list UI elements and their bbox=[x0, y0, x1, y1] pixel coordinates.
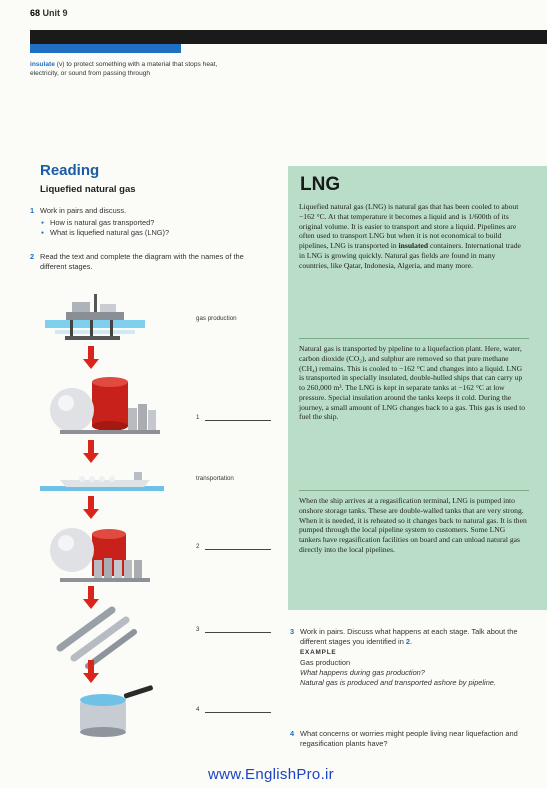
paragraph-divider bbox=[299, 490, 529, 491]
task-2 bbox=[30, 252, 260, 272]
task-number: 4 bbox=[290, 729, 295, 738]
task-3 bbox=[290, 627, 528, 688]
glossary-term: insulate bbox=[30, 61, 55, 68]
down-arrow-icon bbox=[83, 496, 99, 519]
paragraph-divider bbox=[299, 338, 529, 339]
article-title: LNG bbox=[300, 174, 341, 195]
task-text: Work in pairs. Discuss what happens at each stage. Talk about the different stages you identified in 2. bbox=[300, 627, 518, 646]
task-text: What concerns or worries might people living near liquefaction and regasification plants have? bbox=[300, 729, 518, 748]
article-paragraph-1: Liquefied natural gas (LNG) is natural gas that has been cooled to about −162 °C. At that temperature it becomes a liquid and is 1/600th of its original volume. It is easier to transport and store a liquid. Pipelines are often used to transport LNG but when it is not economical to build pipelines, LNG is transported in insulated containers. International trade in LNG is growing quickly. Natural gas fields are found in many countries, like Qatar, Indonesia, Algeria, and many more. bbox=[299, 202, 521, 270]
question-item: ● How is natural gas transported? bbox=[40, 218, 260, 228]
pipeline-icon bbox=[60, 610, 134, 666]
task-1 bbox=[30, 206, 260, 238]
task-number: 2 bbox=[30, 252, 35, 261]
liquefaction-plant-icon bbox=[50, 377, 160, 434]
down-arrow-icon bbox=[83, 440, 99, 463]
lng-tanker-icon bbox=[40, 472, 164, 491]
section-title: Reading bbox=[40, 162, 100, 179]
glossary-note bbox=[30, 60, 220, 78]
page-number: 68 Unit 9 bbox=[30, 8, 68, 18]
blank-number: 4 bbox=[196, 706, 200, 713]
answer-line bbox=[205, 549, 271, 550]
article-paragraph-3: When the ship arrives at a regasification terminal, LNG is pumped into onshore storage tanks. These are double-walled tanks that are very strong. When it is needed, it is reheated so it changes back to natural gas. It is then pumped through the local pipeline system to customers. Some LNG tankers have regasification facilities on board and can unload natural gas directly into the local pipelines. bbox=[299, 496, 527, 554]
down-arrow-icon bbox=[83, 586, 99, 609]
section-subtitle: Liquefied natural gas bbox=[40, 184, 136, 195]
example-answer: Natural gas is produced and transported ashore by pipeline. bbox=[300, 678, 496, 687]
example-question: What happens during gas production? bbox=[300, 668, 425, 677]
task-number: 1 bbox=[30, 206, 35, 215]
answer-line bbox=[205, 632, 271, 633]
highlight-word: insulated bbox=[398, 241, 429, 250]
diagram-blank-3 bbox=[196, 626, 271, 633]
example-line: Gas production bbox=[300, 658, 351, 667]
down-arrow-icon bbox=[83, 660, 99, 683]
blank-number: 3 bbox=[196, 626, 200, 633]
diagram-blank-2 bbox=[196, 543, 271, 550]
diagram-label-transportation: transportation bbox=[196, 475, 234, 482]
task-number: 3 bbox=[290, 627, 295, 636]
question-list bbox=[40, 218, 260, 238]
header-accent-bar bbox=[30, 44, 181, 53]
blank-number: 1 bbox=[196, 414, 200, 421]
blank-number: 2 bbox=[196, 543, 200, 550]
lng-process-diagram bbox=[30, 290, 180, 750]
down-arrow-icon bbox=[83, 346, 99, 369]
question-item: ● What is liquefied natural gas (LNG)? bbox=[40, 228, 260, 238]
glossary-definition: to protect something with a material that stops heat, electricity, or sound from passing through bbox=[30, 61, 218, 77]
saucepan-icon bbox=[80, 685, 153, 737]
answer-line bbox=[205, 420, 271, 421]
watermark-link[interactable]: www.EnglishPro.ir bbox=[208, 766, 334, 783]
glossary-pos: (v) bbox=[56, 61, 65, 68]
diagram-blank-1 bbox=[196, 414, 271, 421]
task-text: Work in pairs and discuss. bbox=[40, 206, 127, 215]
article-paragraph-2: Natural gas is transported by pipeline to a liquefaction plant. Here, water, carbon dioxide (CO₂), and sulphur are removed so that pure methane (CH₄) remains. This is cooled to −162 °C and changes into a liquid. LNG is transported in specially insulated, double-hulled ships that can carry up to 260,000 m³. The LNG is kept in separate tanks at −162 °C at low pressure. Special insulation around the tanks keeps it cold. During the journey, a small amount of LNG changes back to a gas. This gas is used to fuel the ship. bbox=[299, 344, 526, 422]
gas-platform-icon bbox=[45, 294, 145, 340]
diagram-blank-4 bbox=[196, 706, 271, 713]
task-4 bbox=[290, 729, 528, 749]
regasification-terminal-icon bbox=[50, 528, 150, 582]
answer-line bbox=[205, 712, 271, 713]
diagram-label-gas-production: gas production bbox=[196, 315, 237, 322]
unit-label: Unit 9 bbox=[42, 8, 68, 18]
task-text: Read the text and complete the diagram with the names of the different stages. bbox=[40, 252, 244, 271]
example-heading: EXAMPLE bbox=[300, 649, 337, 656]
header-bar bbox=[30, 30, 547, 44]
